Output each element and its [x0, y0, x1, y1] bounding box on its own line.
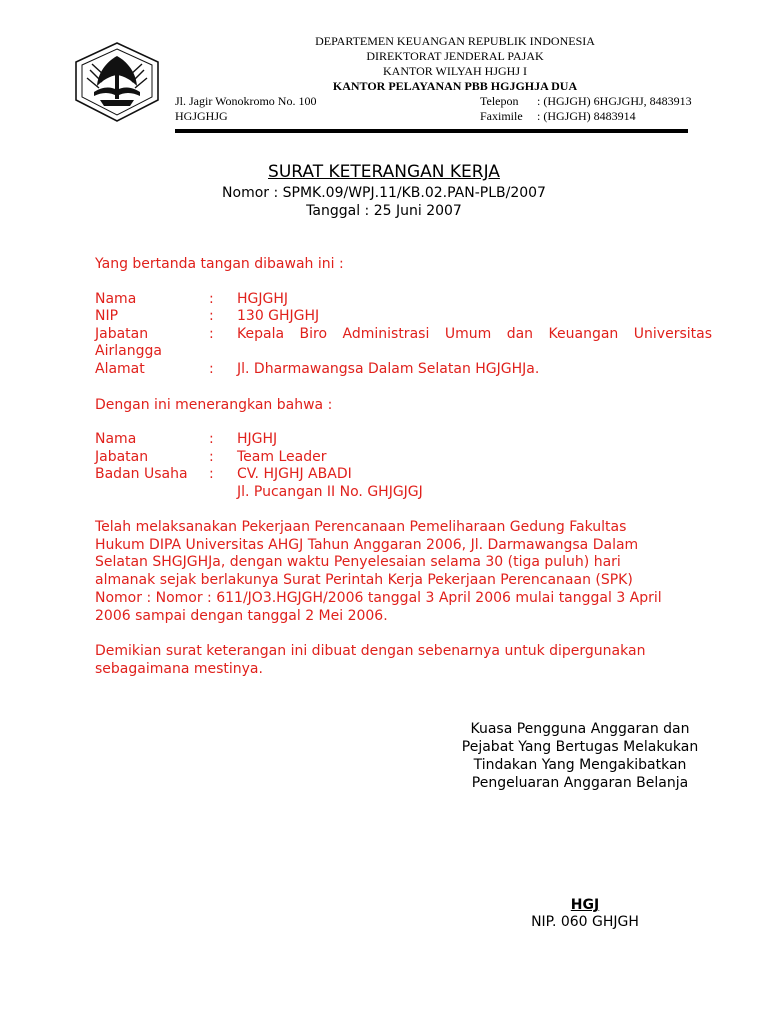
letterhead-phone-label: Telepon: [480, 94, 519, 108]
subject-position-value: Team Leader: [237, 449, 327, 465]
document-date: Tanggal : 25 Juni 2007: [306, 203, 462, 219]
paragraph-work-line1: Telah melaksanakan Pekerjaan Perencanaan Pemeliharaan Gedung Fakultas: [95, 519, 627, 535]
statement-text: Dengan ini menerangkan bahwa :: [95, 397, 333, 413]
letterhead-fax-value: : (HGJGH) 8483914: [537, 109, 636, 123]
signer-nip-value: 130 GHJGHJ: [237, 308, 320, 324]
letterhead-address-city: HGJGHJG: [175, 109, 228, 123]
signer-position-colon: :: [209, 326, 214, 342]
signature-role-line4: Pengeluaran Anggaran Belanja: [471, 775, 689, 791]
letterhead-department: DEPARTEMEN KEUANGAN REPUBLIK INDONESIA: [315, 34, 595, 48]
subject-company-label: Badan Usaha: [95, 466, 188, 482]
signer-address-value: Jl. Dharmawangsa Dalam Selatan HGJGHJa.: [237, 361, 540, 377]
subject-position-colon: :: [209, 449, 214, 465]
subject-name-label: Nama: [95, 431, 137, 447]
signer-address-colon: :: [209, 361, 214, 377]
document-title-text: SURAT KETERANGAN KERJA: [268, 162, 500, 182]
letterhead: [190, 34, 720, 94]
paragraph-work-line2: Hukum DIPA Universitas AHGJ Tahun Anggaran 2006, Jl. Darmawangsa Dalam: [95, 537, 639, 553]
letterhead-directorate: DIREKTORAT JENDERAL PAJAK: [366, 49, 544, 63]
document-number: Nomor : SPMK.09/WPJ.11/KB.02.PAN-PLB/2007: [222, 185, 546, 201]
paragraph-work-line4: almanak sejak berlakunya Surat Perintah Kerja Pekerjaan Perencanaan (SPK): [95, 572, 633, 588]
intro-text: Yang bertanda tangan dibawah ini :: [95, 256, 344, 272]
subject-name-value: HJGHJ: [237, 431, 278, 447]
signer-address-label: Alamat: [95, 361, 145, 377]
subject-position-label: Jabatan: [95, 449, 149, 465]
signer-name-value: HGJGHJ: [237, 291, 289, 307]
paragraph-work-line5: Nomor : Nomor : 611/JO3.HGJGH/2006 tanggal 3 April 2006 mulai tanggal 3 April: [95, 590, 662, 606]
signer-position-value-line1-text: Kepala Biro Administrasi Umum dan Keuangan Universitas: [237, 326, 712, 342]
signature-role: [430, 720, 730, 792]
paragraph-work-line6: 2006 sampai dengan tanggal 2 Mei 2006.: [95, 608, 388, 624]
letterhead-address-street: Jl. Jagir Wonokromo No. 100: [175, 94, 317, 108]
letterhead-phone-value: : (HGJGH) 6HGJGHJ, 8483913: [537, 94, 692, 108]
signature-role-line3: Tindakan Yang Mengakibatkan: [473, 757, 687, 773]
signer-name-colon: :: [209, 291, 214, 307]
paragraph-work-line3: Selatan SHGJGHJa, dengan waktu Penyelesaian selama 30 (tiga puluh) hari: [95, 554, 621, 570]
letterhead-fax-label: Faximile: [480, 109, 523, 123]
subject-company-colon: :: [209, 466, 214, 482]
signature-role-line1: Kuasa Pengguna Anggaran dan: [470, 721, 690, 737]
signer-nip-colon: :: [209, 308, 214, 324]
signature-role-line2: Pejabat Yang Bertugas Melakukan: [461, 739, 699, 755]
paragraph-closing-line1: Demikian surat keterangan ini dibuat dengan sebenarnya untuk dipergunakan: [95, 643, 646, 659]
document-title: [0, 162, 768, 182]
subject-name-colon: :: [209, 431, 214, 447]
signature-nip: NIP. 060 GHJGH: [531, 914, 639, 930]
letterhead-service-office: KANTOR PELAYANAN PBB HGJGHJA DUA: [332, 79, 578, 93]
signer-position-value-line1: [237, 326, 712, 344]
signer-name-label: Nama: [95, 291, 137, 307]
letterhead-regional-office: KANTOR WILYAH HJGHJ I: [382, 64, 528, 78]
subject-company-value: CV. HJGHJ ABADI: [237, 466, 352, 482]
signer-position-value-line2: Airlangga: [95, 343, 162, 359]
signature-name: HGJ: [570, 897, 600, 913]
subject-company-address: Jl. Pucangan II No. GHJGJGJ: [237, 484, 423, 500]
letterhead-divider: [175, 129, 688, 133]
ministry-emblem-logo: [72, 40, 162, 124]
signer-nip-label: NIP: [95, 308, 119, 324]
paragraph-closing-line2: sebagaimana mestinya.: [95, 661, 263, 677]
signer-position-label: Jabatan: [95, 326, 149, 342]
